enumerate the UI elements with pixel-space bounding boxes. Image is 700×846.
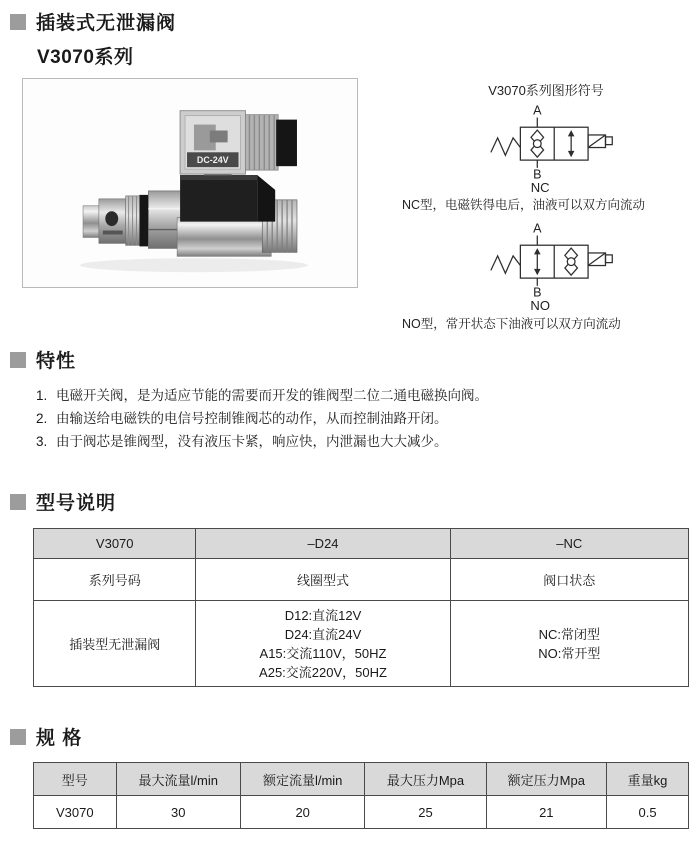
spec-max-pressure-value: 25: [365, 796, 486, 829]
spec-col-rated-pressure: 额定压力Mpa: [486, 763, 607, 796]
product-photo-illustration: [23, 79, 357, 287]
spec-col-rated-flow: 额定流量l/min: [240, 763, 364, 796]
spec-rated-pressure-value: 21: [486, 796, 607, 829]
spec-table: [33, 762, 689, 829]
photo-shadow: [80, 258, 308, 272]
port-state-label: 阀口状态: [450, 559, 688, 601]
feature-item: [36, 430, 670, 453]
feature-item: [36, 384, 670, 407]
model-code-row: [34, 529, 689, 559]
spec-section: [10, 723, 690, 829]
nc-port-a-label: A: [533, 104, 542, 118]
section-bullet-icon: [10, 352, 26, 368]
model-port-code: –NC: [450, 529, 688, 559]
feature-number: 1.: [36, 388, 48, 403]
spec-max-flow-value: 30: [116, 796, 240, 829]
section-bullet-icon: [10, 14, 26, 30]
coil-option: D12:直流12V: [284, 607, 362, 623]
spec-col-weight: 重量kg: [607, 763, 689, 796]
model-coil-code: –D24: [196, 529, 450, 559]
spec-col-max-pressure: 最大压力Mpa: [365, 763, 486, 796]
features-heading: 特性: [36, 351, 77, 372]
graphic-symbols-panel: [398, 80, 694, 332]
no-valve-symbol: [472, 222, 620, 311]
features-section: [10, 346, 670, 453]
coil-option: A15:交流110V，50HZ: [259, 645, 387, 661]
nc-caption: NC型，电磁铁得电后，油液可以双方向流动: [402, 198, 646, 212]
spec-weight-value: 0.5: [607, 796, 689, 829]
coil-options-cell: [196, 601, 450, 687]
model-detail-row: [34, 601, 689, 687]
spec-data-row: [34, 796, 689, 829]
port-options-cell: [450, 601, 688, 687]
model-code-table: [33, 528, 689, 687]
feature-number: 2.: [36, 411, 48, 426]
model-series-code: V3070: [34, 529, 196, 559]
spec-col-max-flow: 最大流量l/min: [116, 763, 240, 796]
spec-heading: 规 格: [36, 728, 83, 749]
page-header: [10, 8, 176, 69]
symbols-title: V3070系列图形符号: [488, 83, 604, 98]
section-bullet-icon: [10, 729, 26, 745]
series-label: 系列号码: [34, 559, 196, 601]
coil-type-label: 线圈型式: [196, 559, 450, 601]
spec-rated-flow-value: 20: [240, 796, 364, 829]
port-option: NC:常闭型: [538, 626, 600, 642]
no-port-b-label: B: [533, 285, 542, 300]
feature-text: 由输送给电磁铁的电信号控制锥阀芯的动作，从而控制油路开闭。: [56, 411, 448, 426]
page-title: 插装式无泄漏阀: [36, 13, 177, 34]
page-subtitle: V3070系列: [37, 47, 134, 68]
port-option: NO:常开型: [538, 645, 601, 661]
nc-type-label: NC: [530, 180, 550, 193]
model-label-row: [34, 559, 689, 601]
spec-header-row: [34, 763, 689, 796]
product-photo-frame: [22, 78, 358, 288]
connector-voltage-label: DC-24V: [196, 155, 229, 166]
model-code-section: [10, 488, 690, 687]
feature-text: 电磁开关阀，是为适应节能的需要而开发的锥阀型二位二通电磁换向阀。: [56, 388, 488, 403]
feature-number: 3.: [36, 434, 48, 449]
series-detail: 插装型无泄漏阀: [34, 601, 196, 687]
nc-port-b-label: B: [533, 167, 542, 182]
coil-option: D24:直流24V: [284, 626, 362, 642]
model-code-heading: 型号说明: [36, 493, 117, 514]
spec-model-value: V3070: [34, 796, 117, 829]
coil-option: A25:交流220V，50HZ: [259, 664, 387, 680]
spec-col-model: 型号: [34, 763, 117, 796]
section-bullet-icon: [10, 494, 26, 510]
feature-text: 由于阀芯是锥阀型，没有液压卡紧，响应快，内泄漏也大大减少。: [56, 434, 448, 449]
no-type-label: NO: [530, 298, 550, 311]
no-port-a-label: A: [533, 222, 542, 236]
nc-valve-symbol: [472, 104, 620, 193]
feature-item: [36, 407, 670, 430]
no-caption: NO型，常开状态下油液可以双方向流动: [402, 317, 621, 331]
